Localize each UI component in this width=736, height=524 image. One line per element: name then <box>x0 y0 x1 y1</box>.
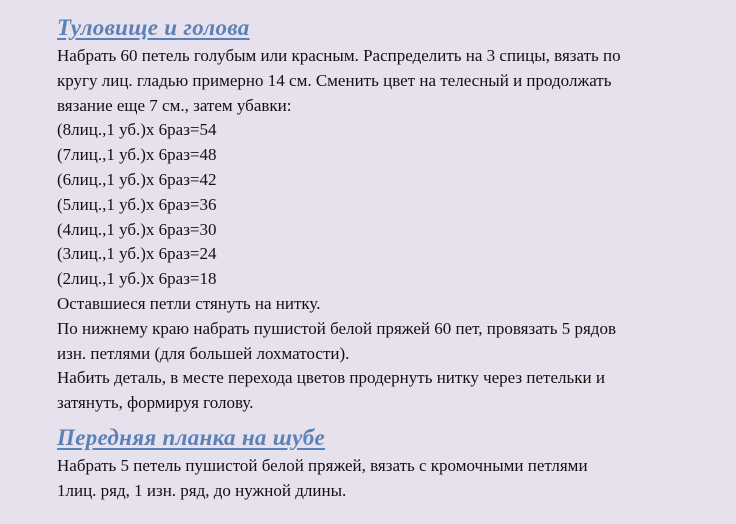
text-line: Оставшиеся петли стянуть на нитку. <box>57 293 321 313</box>
text-line: Набить деталь, в месте перехода цветов продернуть нитку через петельки и <box>57 368 605 388</box>
section-title-body-and-head: Туловище и голова <box>57 15 250 40</box>
decrease-row: (6лиц.,1 уб.)х 6раз=42 <box>57 169 217 189</box>
text-line: затянуть, формируя голову. <box>57 393 254 413</box>
section-front-placket-text <box>57 454 724 504</box>
text-line: изн. петлями (для большей лохматости). <box>57 343 350 363</box>
text-line: 1лиц. ряд, 1 изн. ряд, до нужной длины. <box>57 480 347 500</box>
text-line: кругу лиц. гладью примерно 14 см. Сменить цвет на телесный и продолжать <box>57 70 612 90</box>
decrease-row: (4лиц.,1 уб.)х 6раз=30 <box>57 219 217 239</box>
text-line: Набрать 60 петель голубым или красным. Распределить на 3 спицы, вязать по <box>57 46 621 65</box>
decrease-row: (3лиц.,1 уб.)х 6раз=24 <box>57 244 217 264</box>
decrease-row: (5лиц.,1 уб.)х 6раз=36 <box>57 194 217 214</box>
section-body-and-head-text <box>57 44 724 416</box>
text-line: По нижнему краю набрать пушистой белой пряжей 60 пет, провязать 5 рядов <box>57 318 616 338</box>
text-line: вязание еще 7 см., затем убавки: <box>57 95 292 115</box>
text-line: Набрать 5 петель пушистой белой пряжей, вязать с кромочными петлями <box>57 455 588 475</box>
decrease-row: (8лиц.,1 уб.)х 6раз=54 <box>57 120 217 140</box>
decrease-row: (7лиц.,1 уб.)х 6раз=48 <box>57 145 217 165</box>
section-title-front-placket: Передняя планка на шубе <box>57 424 326 450</box>
decrease-row: (2лиц.,1 уб.)х 6раз=18 <box>57 269 217 289</box>
